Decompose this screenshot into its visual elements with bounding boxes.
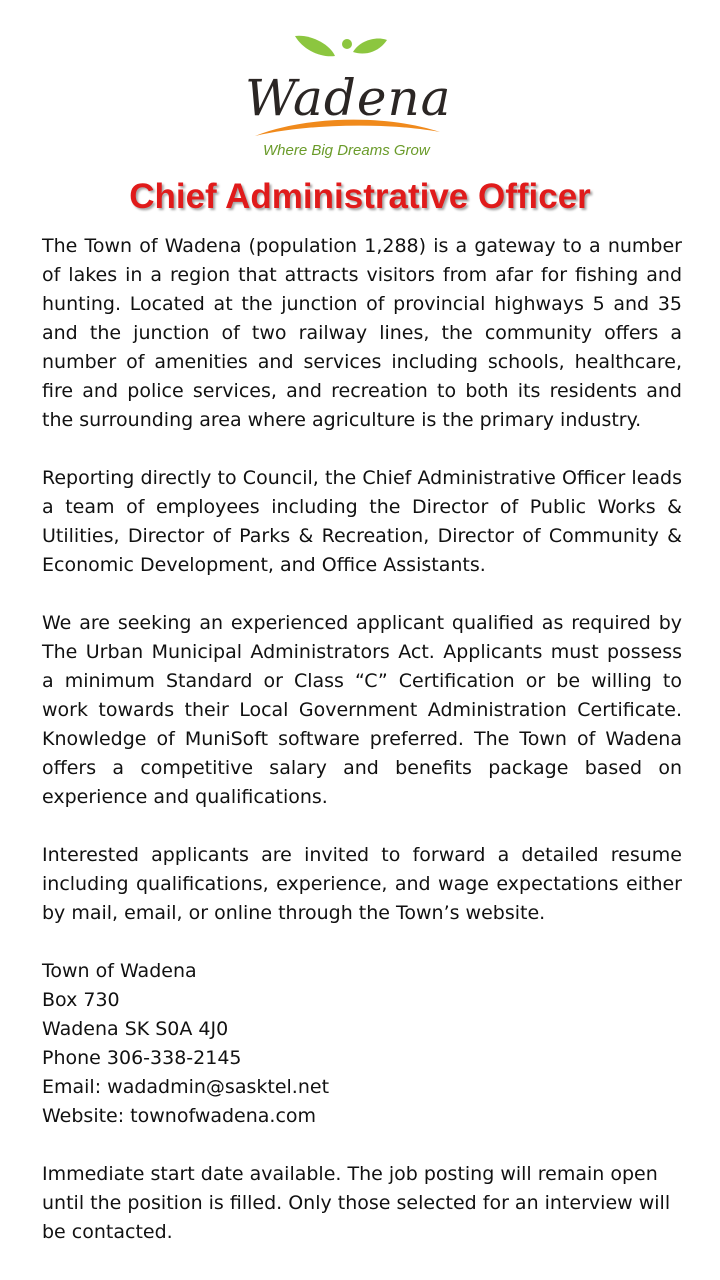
closing-paragraph: Immediate start date available. The job posting will remain open until the position is filled. Only those selected for an interview will be contacted. [42, 1163, 671, 1243]
application-paragraph: Interested applicants are invited to forward a detailed resume including qualifications, experience, and wage expectations either by mail, email, or online through the Town’s website. [42, 844, 682, 924]
logo-wordmark: Wadena [245, 69, 452, 127]
posting-body [42, 232, 682, 1247]
contact-phone: Phone 306-338-2145 [42, 1047, 242, 1069]
contact-website[interactable]: Website: townofwadena.com [42, 1105, 317, 1127]
contact-org: Town of Wadena [42, 960, 197, 982]
qualifications-paragraph: We are seeking an experienced applicant qualified as required by The Urban Municipal Administrators Act. Applicants must possess a minimum Standard or Class “C” Certification or be willing to work towards their Local Government Administration Certificate. Knowledge of MuniSoft software preferred. The Town of Wadena offers a competitive salary and benefits package based on experience and qualifications. [42, 612, 682, 808]
intro-paragraph: The Town of Wadena (population 1,288) is a gateway to a number of lakes in a region that attracts visitors from afar for fishing and hunting. Located at the junction of provincial highways 5 and 35 and the junction of two railway lines, the community offers a number of amenities and services including schools, healthcare, fire and police services, and recreation to both its residents and the surrounding area where agriculture is the primary industry. [42, 235, 682, 431]
contact-address: Wadena SK S0A 4J0 [42, 1018, 229, 1040]
contact-email[interactable]: Email: wadadmin@sasktel.net [42, 1076, 330, 1098]
wadena-logo [235, 30, 455, 165]
contact-block [42, 957, 682, 1131]
logo-tagline: Where Big Dreams Grow [263, 142, 430, 159]
reporting-paragraph: Reporting directly to Council, the Chief Administrative Officer leads a team of employees including the Director of Public Works & Utilities, Director of Parks & Recreation, Director of Community & Economic Development, and Office Assistants. [42, 467, 682, 576]
page-title: Chief Administrative Officer [129, 177, 591, 216]
contact-box: Box 730 [42, 989, 120, 1011]
